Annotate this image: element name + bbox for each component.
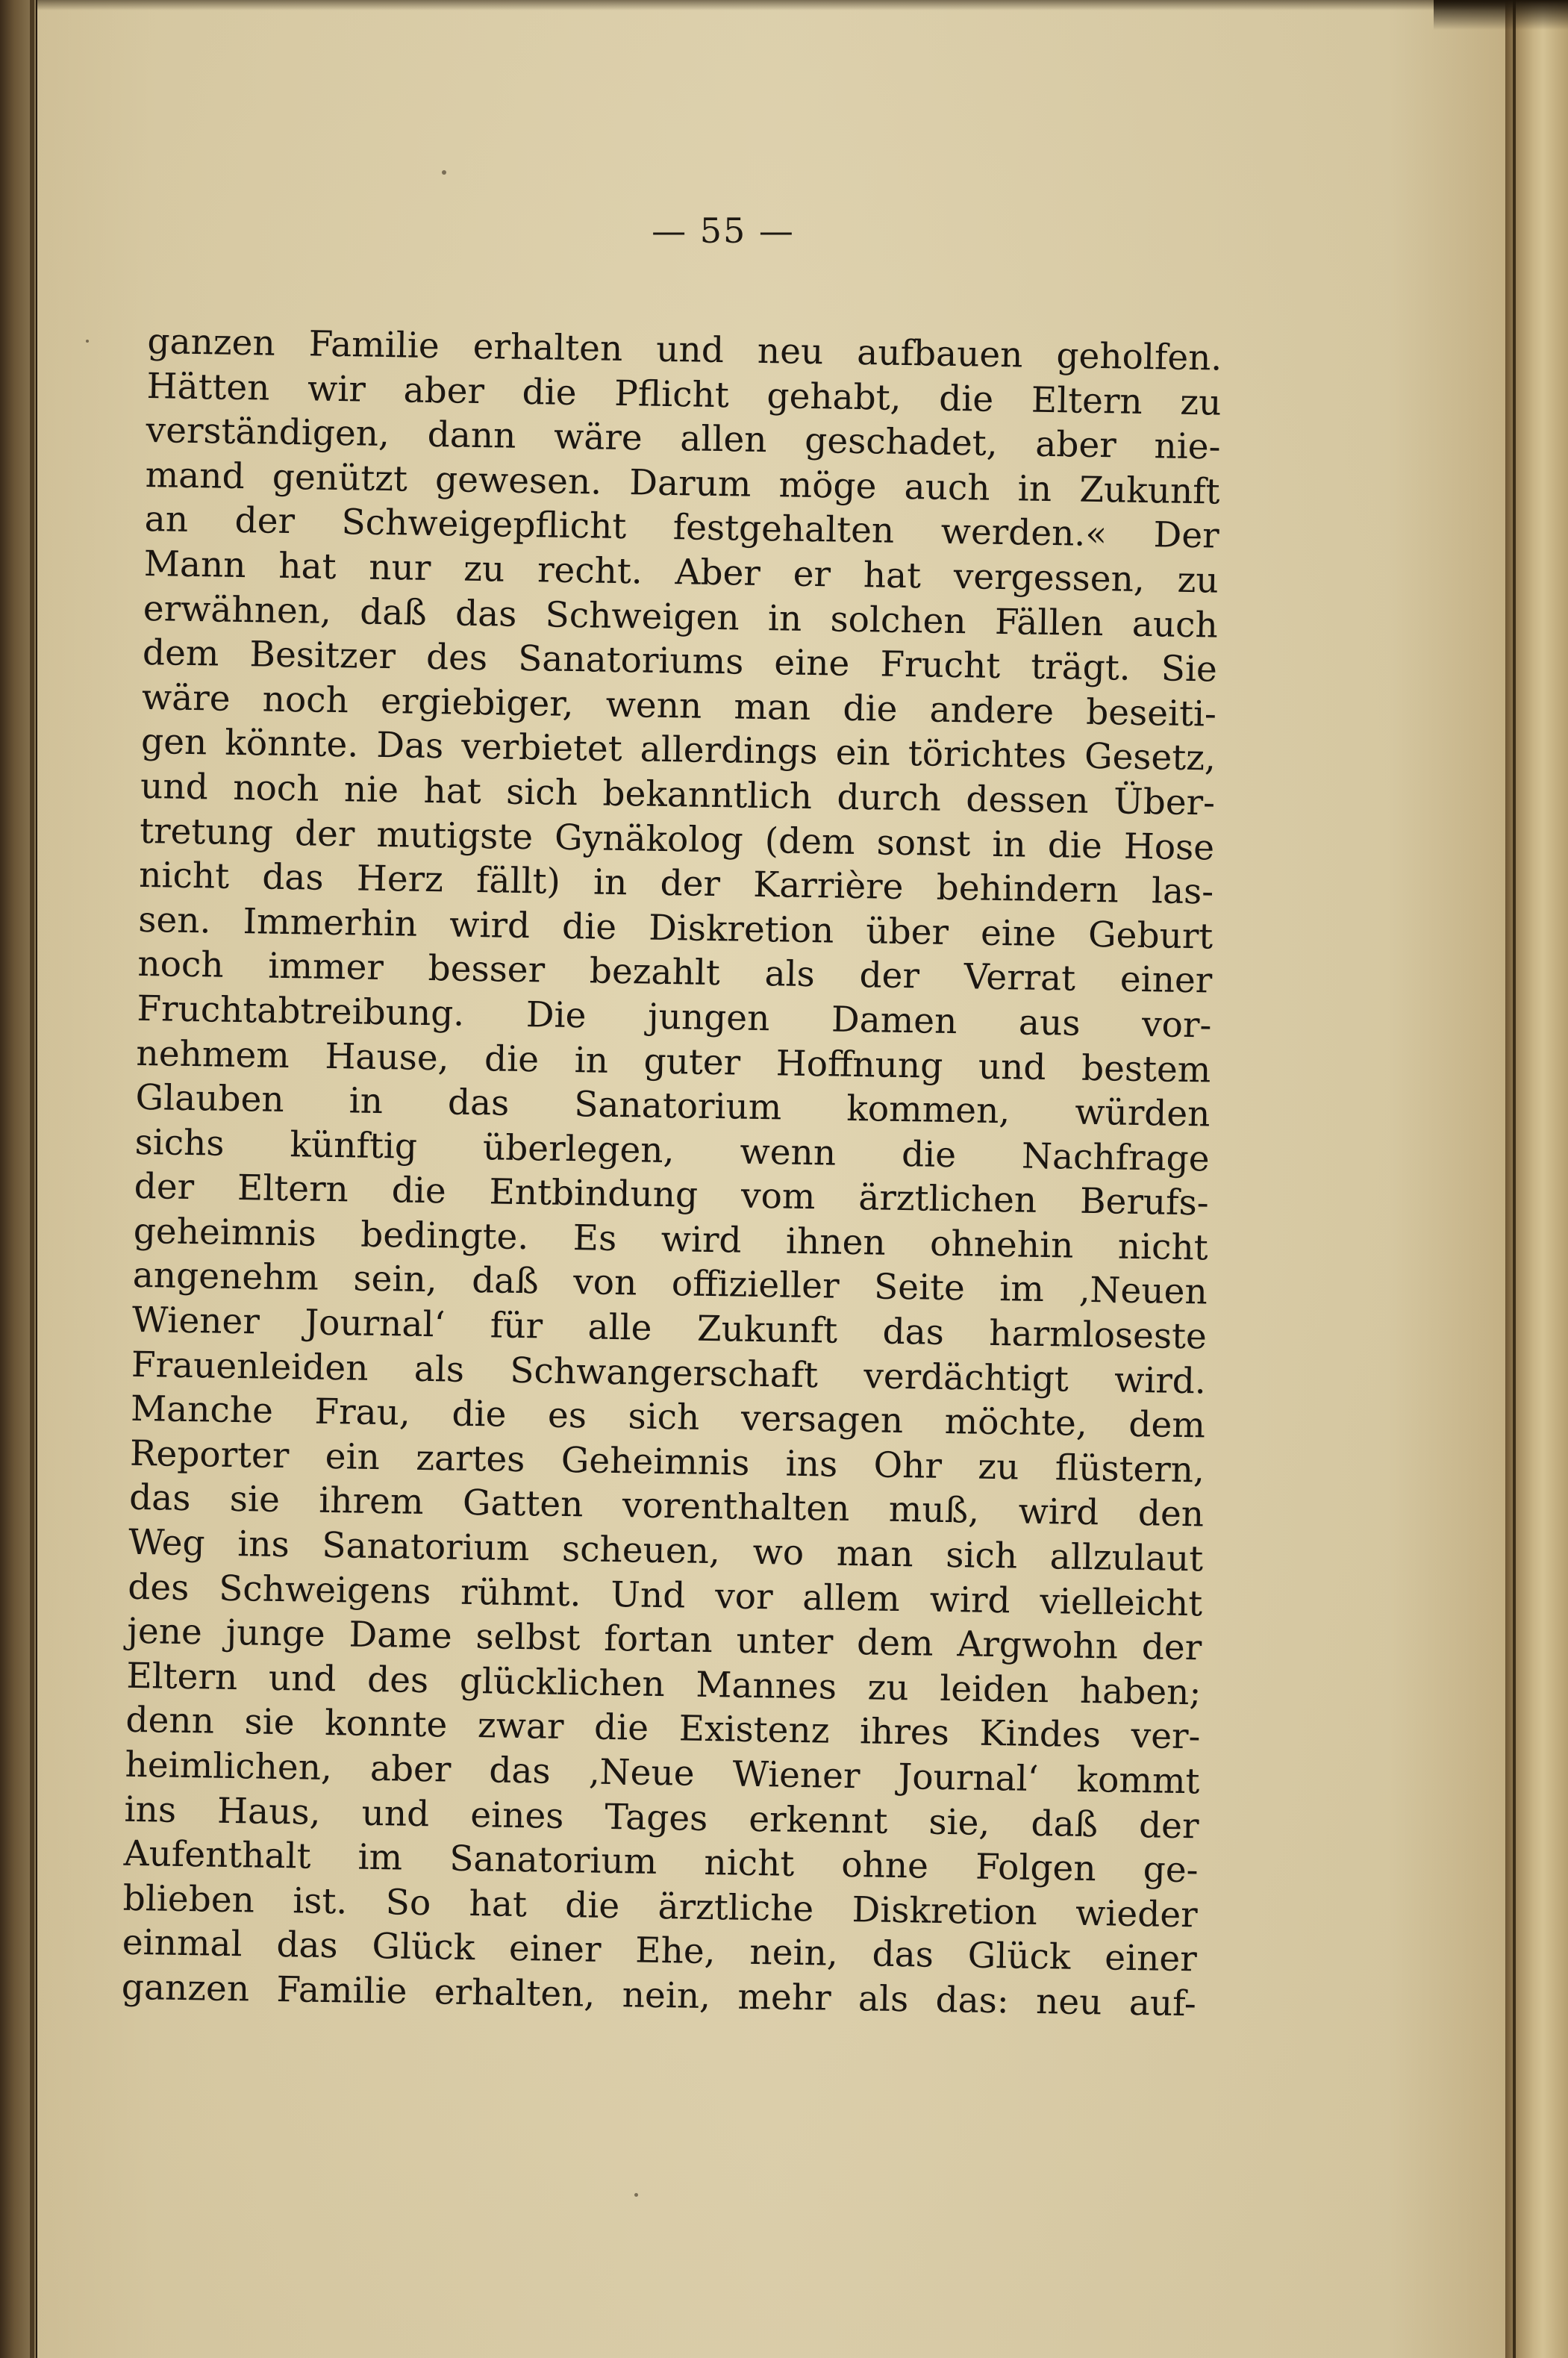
text-line: Hätten wir aber die Pflicht gehabt, die Eltern zu bbox=[146, 365, 1222, 424]
text-line: mand genützt gewesen. Darum möge auch in Zukunft bbox=[145, 454, 1220, 513]
text-line: denn sie konnte zwar die Existenz ihres Kindes ver- bbox=[125, 1700, 1201, 1758]
text-line: blieben ist. So hat die ärztliche Diskretion wieder bbox=[122, 1877, 1199, 1936]
text-line: einmal das Glück einer Ehe, nein, das Glück einer bbox=[122, 1922, 1198, 1980]
text-line: Manche Frau, die es sich versagen möchte, dem bbox=[130, 1388, 1206, 1447]
text-line: Aufenthalt im Sanatorium nicht ohne Folgen ge- bbox=[123, 1833, 1199, 1891]
text-line: jene junge Dame selbst fortan unter dem Argwohn der bbox=[126, 1611, 1202, 1669]
text-line: gen könnte. Das verbietet allerdings ein törichtes Gesetz, bbox=[140, 721, 1216, 779]
text-line: tretung der mutigste Gynäkolog (dem sonst in die Hose bbox=[139, 810, 1215, 869]
right-edge-line bbox=[1513, 0, 1516, 2358]
text-line: Wiener Journal‘ für alle Zukunft das harmloseste bbox=[131, 1299, 1208, 1358]
text-line: angenehm sein, daß von offizieller Seite im ‚Neuen bbox=[132, 1255, 1208, 1313]
text-line: erwähnen, daß das Schweigen in solchen Fällen auch bbox=[143, 587, 1219, 646]
text-line: sen. Immerhin wird die Diskretion über eine Geburt bbox=[137, 899, 1214, 958]
text-line: noch immer besser bezahlt als der Verrat einer bbox=[137, 943, 1213, 1002]
text-line: nehmem Hause, die in guter Hoffnung und bestem bbox=[136, 1032, 1211, 1091]
text-line: dem Besitzer des Sanatoriums eine Frucht trägt. Sie bbox=[142, 632, 1218, 690]
text-line: Mann hat nur zu recht. Aber er hat vergessen, zu bbox=[143, 543, 1219, 602]
body-text bbox=[121, 319, 1222, 2027]
text-line: des Schweigens rühmt. Und vor allem wird vielleicht bbox=[127, 1566, 1203, 1625]
paper-speck bbox=[634, 2193, 638, 2197]
paper-page bbox=[37, 0, 1506, 2358]
paper-speck bbox=[442, 170, 446, 175]
text-line: und noch nie hat sich bekanntlich durch dessen Über- bbox=[140, 765, 1216, 824]
text-line: das sie ihrem Gatten vorenthalten muß, wird den bbox=[128, 1477, 1205, 1535]
text-line: ganzen Familie erhalten, nein, mehr als das: neu auf- bbox=[121, 1966, 1197, 2025]
text-line: der Eltern die Entbindung vom ärztlichen Berufs- bbox=[134, 1166, 1210, 1224]
page-number: — 55 — bbox=[652, 210, 795, 251]
binding-line bbox=[30, 0, 34, 2358]
text-line: Reporter ein zartes Geheimnis ins Ohr zu flüstern, bbox=[129, 1432, 1205, 1491]
text-line: an der Schweigepflicht festgehalten werden.« Der bbox=[144, 499, 1220, 557]
text-line: Fruchtabtreibung. Die jungen Damen aus vor- bbox=[137, 988, 1212, 1047]
text-line: Frauenleiden als Schwangerschaft verdächtigt wird. bbox=[131, 1344, 1207, 1403]
text-line: ins Haus, und eines Tages erkennt sie, daß der bbox=[124, 1788, 1199, 1847]
text-line: heimlichen, aber das ‚Neue Wiener Journal‘ kommt bbox=[125, 1744, 1200, 1803]
text-line: ganzen Familie erhalten und neu aufbauen geholfen. bbox=[147, 320, 1222, 379]
text-line: geheimnis bedingte. Es wird ihnen ohnehin nicht bbox=[133, 1210, 1209, 1269]
text-line: Glauben in das Sanatorium kommen, würden bbox=[135, 1076, 1211, 1135]
top-shadow bbox=[37, 0, 1506, 10]
text-line: nicht das Herz fällt) in der Karrière behindern las- bbox=[138, 855, 1214, 913]
text-line: verständigen, dann wäre allen geschadet, aber nie- bbox=[146, 410, 1221, 468]
text-line: sichs künftig überlegen, wenn die Nachfrage bbox=[134, 1121, 1210, 1180]
text-line: Weg ins Sanatorium scheuen, wo man sich allzulaut bbox=[128, 1521, 1204, 1580]
text-line: wäre noch ergiebiger, wenn man die andere beseiti- bbox=[141, 676, 1217, 735]
paper-speck bbox=[86, 340, 89, 343]
text-line: Eltern und des glücklichen Mannes zu leiden haben; bbox=[126, 1655, 1202, 1714]
top-right-shadow bbox=[1434, 0, 1568, 30]
